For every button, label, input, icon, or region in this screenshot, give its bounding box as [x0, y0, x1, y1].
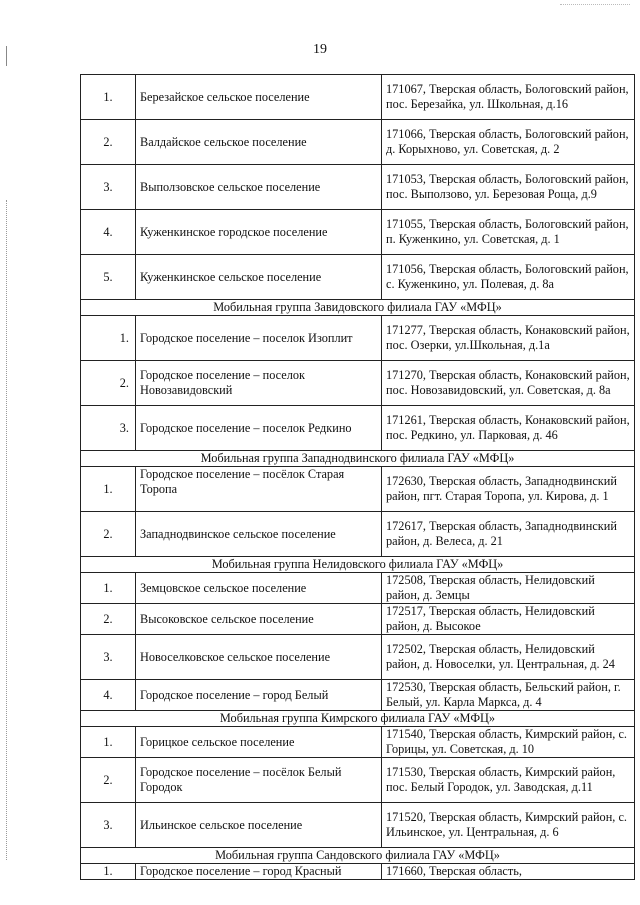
- settlement-address: 171540, Тверская область, Кимрский район, с. Горицы, ул. Советская, д. 10: [382, 727, 635, 758]
- settlement-name: Горицкое сельское поселение: [136, 727, 382, 758]
- settlement-name: Валдайское сельское поселение: [136, 120, 382, 165]
- settlement-name: Городское поселение – поселок Новозавидовский: [136, 361, 382, 406]
- settlement-name: Новоселковское сельское поселение: [136, 635, 382, 680]
- settlement-address: 171520, Тверская область, Кимрский район, с. Ильинское, ул. Центральная, д. 6: [382, 803, 635, 848]
- group-title: Мобильная группа Кимрского филиала ГАУ «МФЦ»: [81, 711, 635, 727]
- settlement-name: Городское поселение – поселок Изоплит: [136, 316, 382, 361]
- settlement-name: Городское поселение – посёлок Старая Торопа: [136, 467, 382, 512]
- settlement-address: 172617, Тверская область, Западнодвинский район, д. Велеса, д. 21: [382, 512, 635, 557]
- group-header-row: [81, 451, 635, 467]
- settlement-address: 171053, Тверская область, Бологовский район, пос. Выползово, ул. Березовая Роща, д.9: [382, 165, 635, 210]
- row-number: 1.: [81, 467, 136, 512]
- page-number: 19: [313, 42, 327, 57]
- row-number: 1.: [81, 316, 136, 361]
- settlement-name: Ильинское сельское поселение: [136, 803, 382, 848]
- group-title: Мобильная группа Сандовского филиала ГАУ «МФЦ»: [81, 848, 635, 864]
- row-number: 2.: [81, 604, 136, 635]
- settlement-address: 171066, Тверская область, Бологовский район, д. Корыхново, ул. Советская, д. 2: [382, 120, 635, 165]
- row-number: 3.: [81, 635, 136, 680]
- settlement-name: Западнодвинское сельское поселение: [136, 512, 382, 557]
- table-row: [81, 210, 635, 255]
- row-number: 2.: [81, 120, 136, 165]
- settlement-name: Городское поселение – поселок Редкино: [136, 406, 382, 451]
- table-row: [81, 635, 635, 680]
- group-header-row: [81, 711, 635, 727]
- settlement-name: Куженкинское городское поселение: [136, 210, 382, 255]
- settlement-address: 172630, Тверская область, Западнодвинский район, пгт. Старая Торопа, ул. Кирова, д. 1: [382, 467, 635, 512]
- settlement-address: 172508, Тверская область, Нелидовский район, д. Земцы: [382, 573, 635, 604]
- row-number: 5.: [81, 255, 136, 300]
- group-header-row: [81, 848, 635, 864]
- settlement-address: 171067, Тверская область, Бологовский район, пос. Березайка, ул. Школьная, д.16: [382, 75, 635, 120]
- row-number: 4.: [81, 210, 136, 255]
- row-number: 2.: [81, 512, 136, 557]
- table-row: [81, 758, 635, 803]
- table-row: [81, 165, 635, 210]
- margin-dotted-line: [6, 200, 8, 860]
- settlement-name: Городское поселение – город Красный: [136, 864, 382, 880]
- table-row: [81, 467, 635, 512]
- settlement-name: Березайское сельское поселение: [136, 75, 382, 120]
- table-row: [81, 803, 635, 848]
- row-number: 3.: [81, 803, 136, 848]
- table-row: [81, 406, 635, 451]
- settlement-address: 171056, Тверская область, Бологовский район, с. Куженкино, ул. Полевая, д. 8а: [382, 255, 635, 300]
- table-row: [81, 680, 635, 711]
- table-row: [81, 727, 635, 758]
- margin-mark: [6, 46, 7, 66]
- settlement-address: 171261, Тверская область, Конаковский район, пос. Редкино, ул. Парковая, д. 46: [382, 406, 635, 451]
- group-title: Мобильная группа Западнодвинского филиала ГАУ «МФЦ»: [81, 451, 635, 467]
- table-row: [81, 604, 635, 635]
- row-number: 4.: [81, 680, 136, 711]
- corner-scan-mark: [560, 4, 630, 7]
- settlement-address: 172517, Тверская область, Нелидовский район, д. Высокое: [382, 604, 635, 635]
- row-number: 3.: [81, 165, 136, 210]
- settlement-address: 171277, Тверская область, Конаковский район, пос. Озерки, ул.Школьная, д.1а: [382, 316, 635, 361]
- row-number: 1.: [81, 727, 136, 758]
- settlement-name: Выползовское сельское поселение: [136, 165, 382, 210]
- row-number: 2.: [81, 758, 136, 803]
- settlement-address: 171530, Тверская область, Кимрский район, пос. Белый Городок, ул. Заводская, д.11: [382, 758, 635, 803]
- settlement-address: 172502, Тверская область, Нелидовский район, д. Новоселки, ул. Центральная, д. 24: [382, 635, 635, 680]
- branch-table: [80, 74, 635, 880]
- settlement-address: 171055, Тверская область, Бологовский район, п. Куженкино, ул. Советская, д. 1: [382, 210, 635, 255]
- table-row: [81, 316, 635, 361]
- settlement-name: Городское поселение – посёлок Белый Городок: [136, 758, 382, 803]
- table-row: [81, 864, 635, 880]
- table-row: [81, 75, 635, 120]
- row-number: 1.: [81, 864, 136, 880]
- settlement-name: Куженкинское сельское поселение: [136, 255, 382, 300]
- group-header-row: [81, 300, 635, 316]
- table-row: [81, 512, 635, 557]
- row-number: 2.: [81, 361, 136, 406]
- table-row: [81, 120, 635, 165]
- settlement-address: 172530, Тверская область, Бельский район, г. Белый, ул. Карла Маркса, д. 4: [382, 680, 635, 711]
- settlement-address: 171270, Тверская область, Конаковский район, пос. Новозавидовский, ул. Советская, д. 8а: [382, 361, 635, 406]
- row-number: 1.: [81, 573, 136, 604]
- group-title: Мобильная группа Нелидовского филиала ГАУ «МФЦ»: [81, 557, 635, 573]
- row-number: 1.: [81, 75, 136, 120]
- table-row: [81, 361, 635, 406]
- table-row: [81, 573, 635, 604]
- settlement-name: Высоковское сельское поселение: [136, 604, 382, 635]
- table-row: [81, 255, 635, 300]
- group-title: Мобильная группа Завидовского филиала ГАУ «МФЦ»: [81, 300, 635, 316]
- row-number: 3.: [81, 406, 136, 451]
- settlement-address: 171660, Тверская область,: [382, 864, 635, 880]
- settlement-name: Земцовское сельское поселение: [136, 573, 382, 604]
- group-header-row: [81, 557, 635, 573]
- settlement-name: Городское поселение – город Белый: [136, 680, 382, 711]
